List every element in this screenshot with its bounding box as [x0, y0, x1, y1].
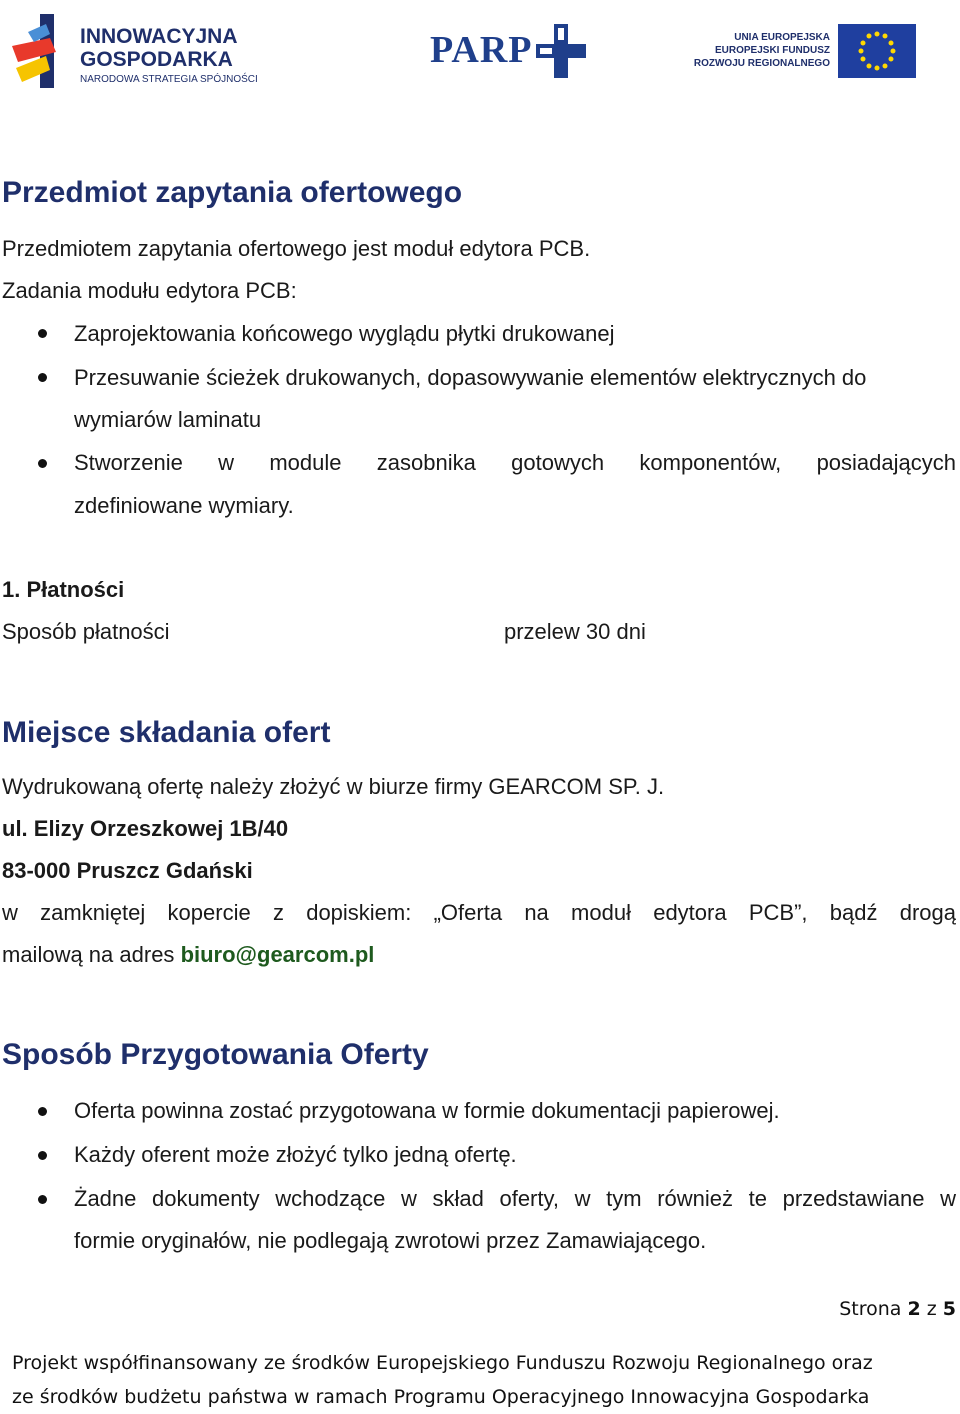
email-prefix: mailową na adres [2, 942, 175, 967]
parp-logo [430, 24, 590, 84]
eu-logo-line1: UNIA EUROPEJSKA [734, 32, 830, 43]
task-item-3-line1: Stworzenie w module zasobnika gotowych komponentów, posiadających [74, 450, 956, 475]
submission-line-4: w zamkniętej kopercie z dopiskiem: „Oferta na moduł edytora PCB”, bądź drogą [2, 900, 956, 925]
page-number [839, 1298, 956, 1320]
bullet-dot-icon [38, 329, 47, 338]
parp-mark-icon [536, 24, 586, 78]
page-sep: z [926, 1298, 937, 1320]
parp-logo-text: PARP [430, 29, 533, 71]
eu-flag-icon [838, 24, 916, 78]
footer-line-2: ze środków budżetu państwa w ramach Programu Operacyjnego Innowacyjna Gospodarka [12, 1386, 870, 1408]
section-heading-subject: Przedmiot zapytania ofertowego [2, 176, 463, 209]
email-link[interactable]: biuro@gearcom.pl [180, 942, 375, 967]
bullet-dot-icon [38, 1151, 47, 1160]
prep-item-1: Oferta powinna zostać przygotowana w formie dokumentacji papierowej. [74, 1098, 780, 1123]
submission-line-1: Wydrukowaną ofertę należy złożyć w biurze firmy GEARCOM SP. J. [2, 774, 665, 799]
ig-logo-line1: INNOWACYJNA [80, 25, 238, 48]
ig-logo-line3: NARODOWA STRATEGIA SPÓJNOŚCI [80, 74, 258, 85]
submission-line-5 [2, 934, 374, 976]
page-total: 5 [942, 1298, 956, 1320]
bullet-dot-icon [38, 373, 47, 382]
page-label: Strona [839, 1298, 902, 1320]
task-item-2-line2: wymiarów laminatu [74, 407, 262, 432]
ig-star-icon [10, 12, 76, 90]
address-street: ul. Elizy Orzeszkowej 1B/40 [2, 816, 289, 841]
prep-item-3-line2: formie oryginałów, nie podlegają zwrotowi przez Zamawiającego. [74, 1228, 707, 1253]
ig-logo-line2: GOSPODARKA [80, 48, 233, 71]
bullet-dot-icon [38, 459, 47, 468]
tasks-label: Zadania modułu edytora PCB: [2, 278, 297, 303]
subject-intro: Przedmiotem zapytania ofertowego jest moduł edytora PCB. [2, 236, 591, 261]
payment-method-value: przelew 30 dni [504, 619, 646, 644]
footer-line-1: Projekt współfinansowany ze środków Europejskiego Funduszu Rozwoju Regionalnego oraz [12, 1352, 873, 1374]
eu-logo-line3: ROZWOJU REGIONALNEGO [693, 58, 830, 69]
eu-logo [690, 24, 918, 80]
task-item-2-line1: Przesuwanie ścieżek drukowanych, dopasowywanie elementów elektrycznych do [74, 365, 867, 390]
task-item-1: Zaprojektowania końcowego wyglądu płytki drukowanej [74, 321, 615, 346]
prep-item-2: Każdy oferent może złożyć tylko jedną ofertę. [74, 1142, 517, 1167]
task-item-3-line2: zdefiniowane wymiary. [74, 493, 294, 518]
bullet-dot-icon [38, 1107, 47, 1116]
address-city: 83-000 Pruszcz Gdański [2, 858, 253, 883]
section-heading-preparation: Sposób Przygotowania Oferty [2, 1038, 429, 1071]
payment-method-label: Sposób płatności [2, 619, 170, 644]
bullet-dot-icon [38, 1195, 47, 1204]
section-heading-submission: Miejsce składania ofert [2, 716, 331, 749]
prep-item-3-line1: Żadne dokumenty wchodzące w skład oferty, w tym również te przedstawiane w [74, 1186, 956, 1211]
eu-logo-line2: EUROPEJSKI FUNDUSZ [714, 45, 830, 56]
innowacyjna-gospodarka-logo [10, 10, 260, 94]
page-current: 2 [907, 1298, 921, 1320]
payments-heading: 1. Płatności [2, 577, 125, 602]
